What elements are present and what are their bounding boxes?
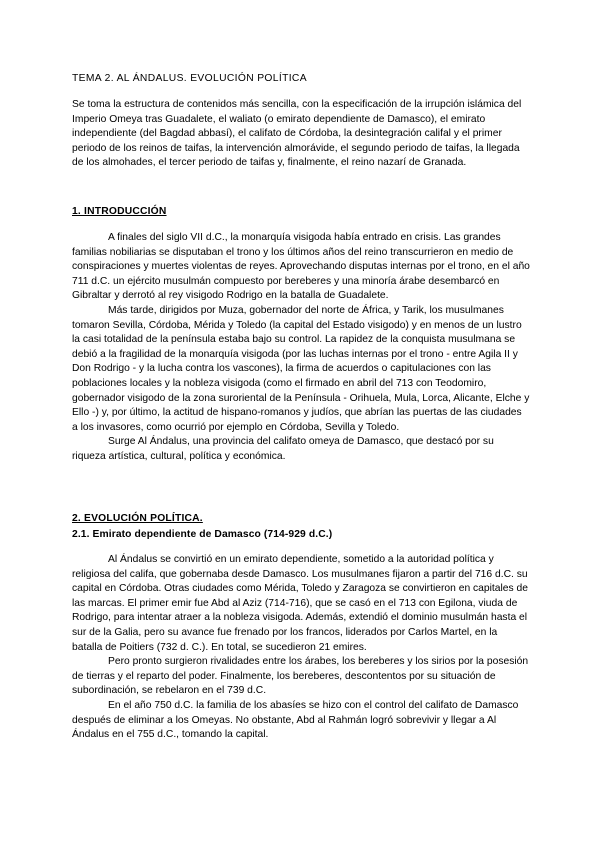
paragraph: En el año 750 d.C. la familia de los abasíes se hizo con el control del califato de Damasco después de eliminar a los Omeyas. No obstante, Abd al Rahmán logró sobrevivir y llegar a Al Ándalus en el 755 d.C., tomando la capital.	[72, 699, 519, 741]
section-body-introduccion	[72, 231, 530, 465]
paragraph: Surge Al Ándalus, una provincia del califato omeya de Damasco, que destacó por su riqueza artística, cultural, política y económica.	[72, 436, 494, 462]
section-heading-introduccion: 1. INTRODUCCIÓN	[72, 206, 167, 217]
section-heading-evolucion-politica: 2. EVOLUCIÓN POLÍTICA.	[72, 513, 203, 524]
subsection-heading-emirato-dependiente: 2.1. Emirato dependiente de Damasco (714-929 d.C.)	[72, 529, 333, 540]
paragraph: A finales del siglo VII d.C., la monarquía visigoda había entrado en crisis. Las grandes familias nobiliarias se disputaban el trono y los últimos años del reino transcurrieron en medio de conspiraciones y muertes violentas de reyes. Aprovechando disputas internas por el trono, en el año 711 d.C. un ejército musulmán compuesto por bereberes y una minoría árabe desembarcó en Gibraltar y derrotó al rey visigodo Rodrigo en la batalla de Guadalete.	[72, 232, 530, 302]
intro-paragraph: Se toma la estructura de contenidos más sencilla, con la especificación de la irrupción islámica del Imperio Omeya tras Guadalete, el waliato (o emirato dependiente de Damasco), el emirato independiente (del Bagdad abbasí), el califato de Córdoba, la desintegración califal y el primer periodo de los reinos de taifas, la intervención almorávide, el segundo periodo de taifas, la llegada de los almohades, el tercer periodo de taifas y, finalmente, el reino nazarí de Granada.	[72, 99, 522, 169]
paragraph: Más tarde, dirigidos por Muza, gobernador del norte de África, y Tarik, los musulmanes tomaron Sevilla, Córdoba, Mérida y Toledo (la capital del Estado visigodo) y en menos de un lustro la casi totalidad de la península estaba bajo su control. La rapidez de la conquista musulmana se debió a la fragilidad de la monarquía visigoda (por las luchas internas por el trono - entre Agila II y Don Rodrigo - y la lucha contra los vascones), la firma de acuerdos o capitulaciones con las poblaciones locales y la nobleza visigoda (como el firmado en abril del 713 con Teodomiro, gobernador visigodo de la zona suroriental de la Península - Orihuela, Mula, Lorca, Alicante, Elche y Ello -) y, por último, la actitud de hispano-romanos y judíos, que abrían las puertas de las ciudades a los invasores, como ocurrió por ejemplo en Córdoba, Sevilla y Toledo.	[72, 304, 530, 433]
paragraph: Al Ándalus se convirtió en un emirato dependiente, sometido a la autoridad política y religiosa del califa, que gobernaba desde Damasco. Los musulmanes fijaron a partir del 716 d.C. su capital en Córdoba. Otras ciudades como Mérida, Toledo y Zaragoza se convirtieron en capitales de las marcas. El primer emir fue Abd al Aziz (714-716), que se casó en el 713 con Egilona, viuda de Rodrigo, para intentar atraer a la nobleza visigoda. Además, extendió el dominio musulmán hasta el sur de la Galia, pero su avance fue frenado por los francos, liderados por Carlos Martel, en la batalla de Poitiers (732 d. C.). En total, se sucedieron 21 emires.	[72, 554, 528, 653]
paragraph: Pero pronto surgieron rivalidades entre los árabes, los bereberes y los sirios por la posesión de tierras y el reparto del poder. Finalmente, los bereberes, descontentos por su situación de subordinación, se rebelaron en el 739 d.C.	[72, 656, 529, 697]
section-body-emirato-dependiente	[72, 553, 530, 743]
document-title: TEMA 2. AL ÁNDALUS. EVOLUCIÓN POLÍTICA	[72, 73, 307, 84]
